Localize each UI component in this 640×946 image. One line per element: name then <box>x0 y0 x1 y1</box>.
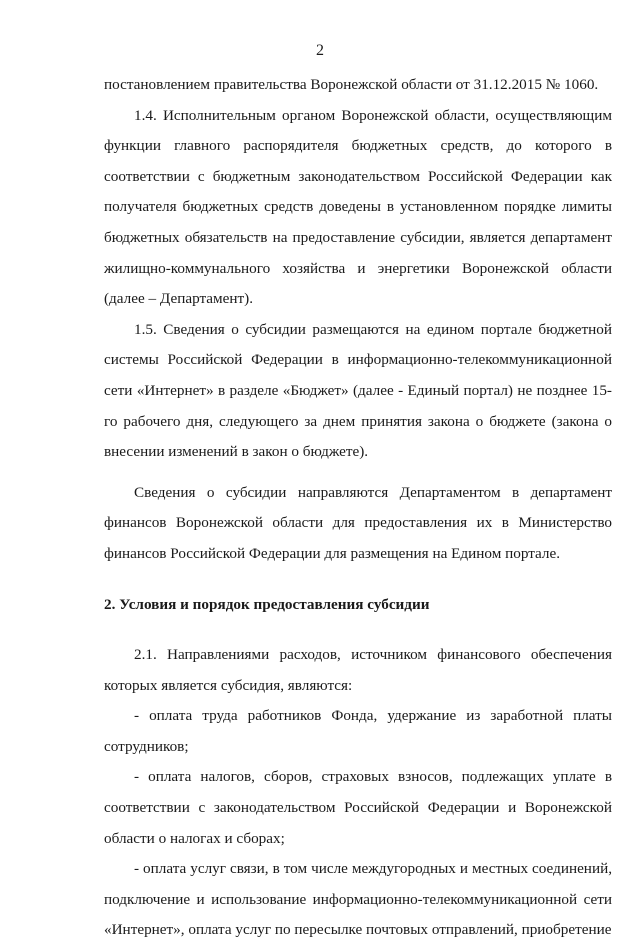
list-item-communications: - оплата услуг связи, в том числе междугородных и местных соединений, подключение и использование информационно-телекоммуникационной сети «Интернет», оплата услуг по пересылке почтовых отправлений, приобретение <box>104 860 612 939</box>
list-item-salary: - оплата труда работников Фонда, удержание из заработной платы сотрудников; <box>104 707 612 755</box>
paragraph-continuation: постановлением правительства Воронежской области от 31.12.2015 № 1060. <box>104 76 599 93</box>
section-heading: 2. Условия и порядок предоставления субсидии <box>104 595 430 613</box>
paragraph-2-1: 2.1. Направлениями расходов, источником финансового обеспечения которых является субсидия, являются: <box>104 646 612 694</box>
document-body <box>104 70 612 946</box>
paragraph-1-5: 1.5. Сведения о субсидии размещаются на едином портале бюджетной системы Российской Федерации в информационно-телекоммуникационной сети «Интернет» в разделе «Бюджет» (далее - Единый портал) не позднее 15-го рабочего дня, следующего за днем принятия закона о бюджете (закона о внесении изменений в закон о бюджете). <box>104 320 612 461</box>
paragraph-1-4: 1.4. Исполнительным органом Воронежской области, осуществляющим функции главного распорядителя бюджетных средств, до которого в соответствии с бюджетным законодательством Российской Федерации как получателя бюджетных средств доведены в установленном порядке лимиты бюджетных обязательств на предоставление субсидии, является департамент жилищно-коммунального хозяйства и энергетики Воронежской области (далее – Департамент). <box>104 106 612 308</box>
paragraph-subsidy-info: Сведения о субсидии направляются Департаментом в департамент финансов Воронежской области для предоставления их в Министерство финансов Российской Федерации для размещения на Едином портале. <box>104 483 612 562</box>
page-number: 2 <box>316 42 324 59</box>
list-item-taxes: - оплата налогов, сборов, страховых взносов, подлежащих уплате в соответствии с законодательством Российской Федерации и Воронежской области о налогах и сборах; <box>104 768 612 847</box>
